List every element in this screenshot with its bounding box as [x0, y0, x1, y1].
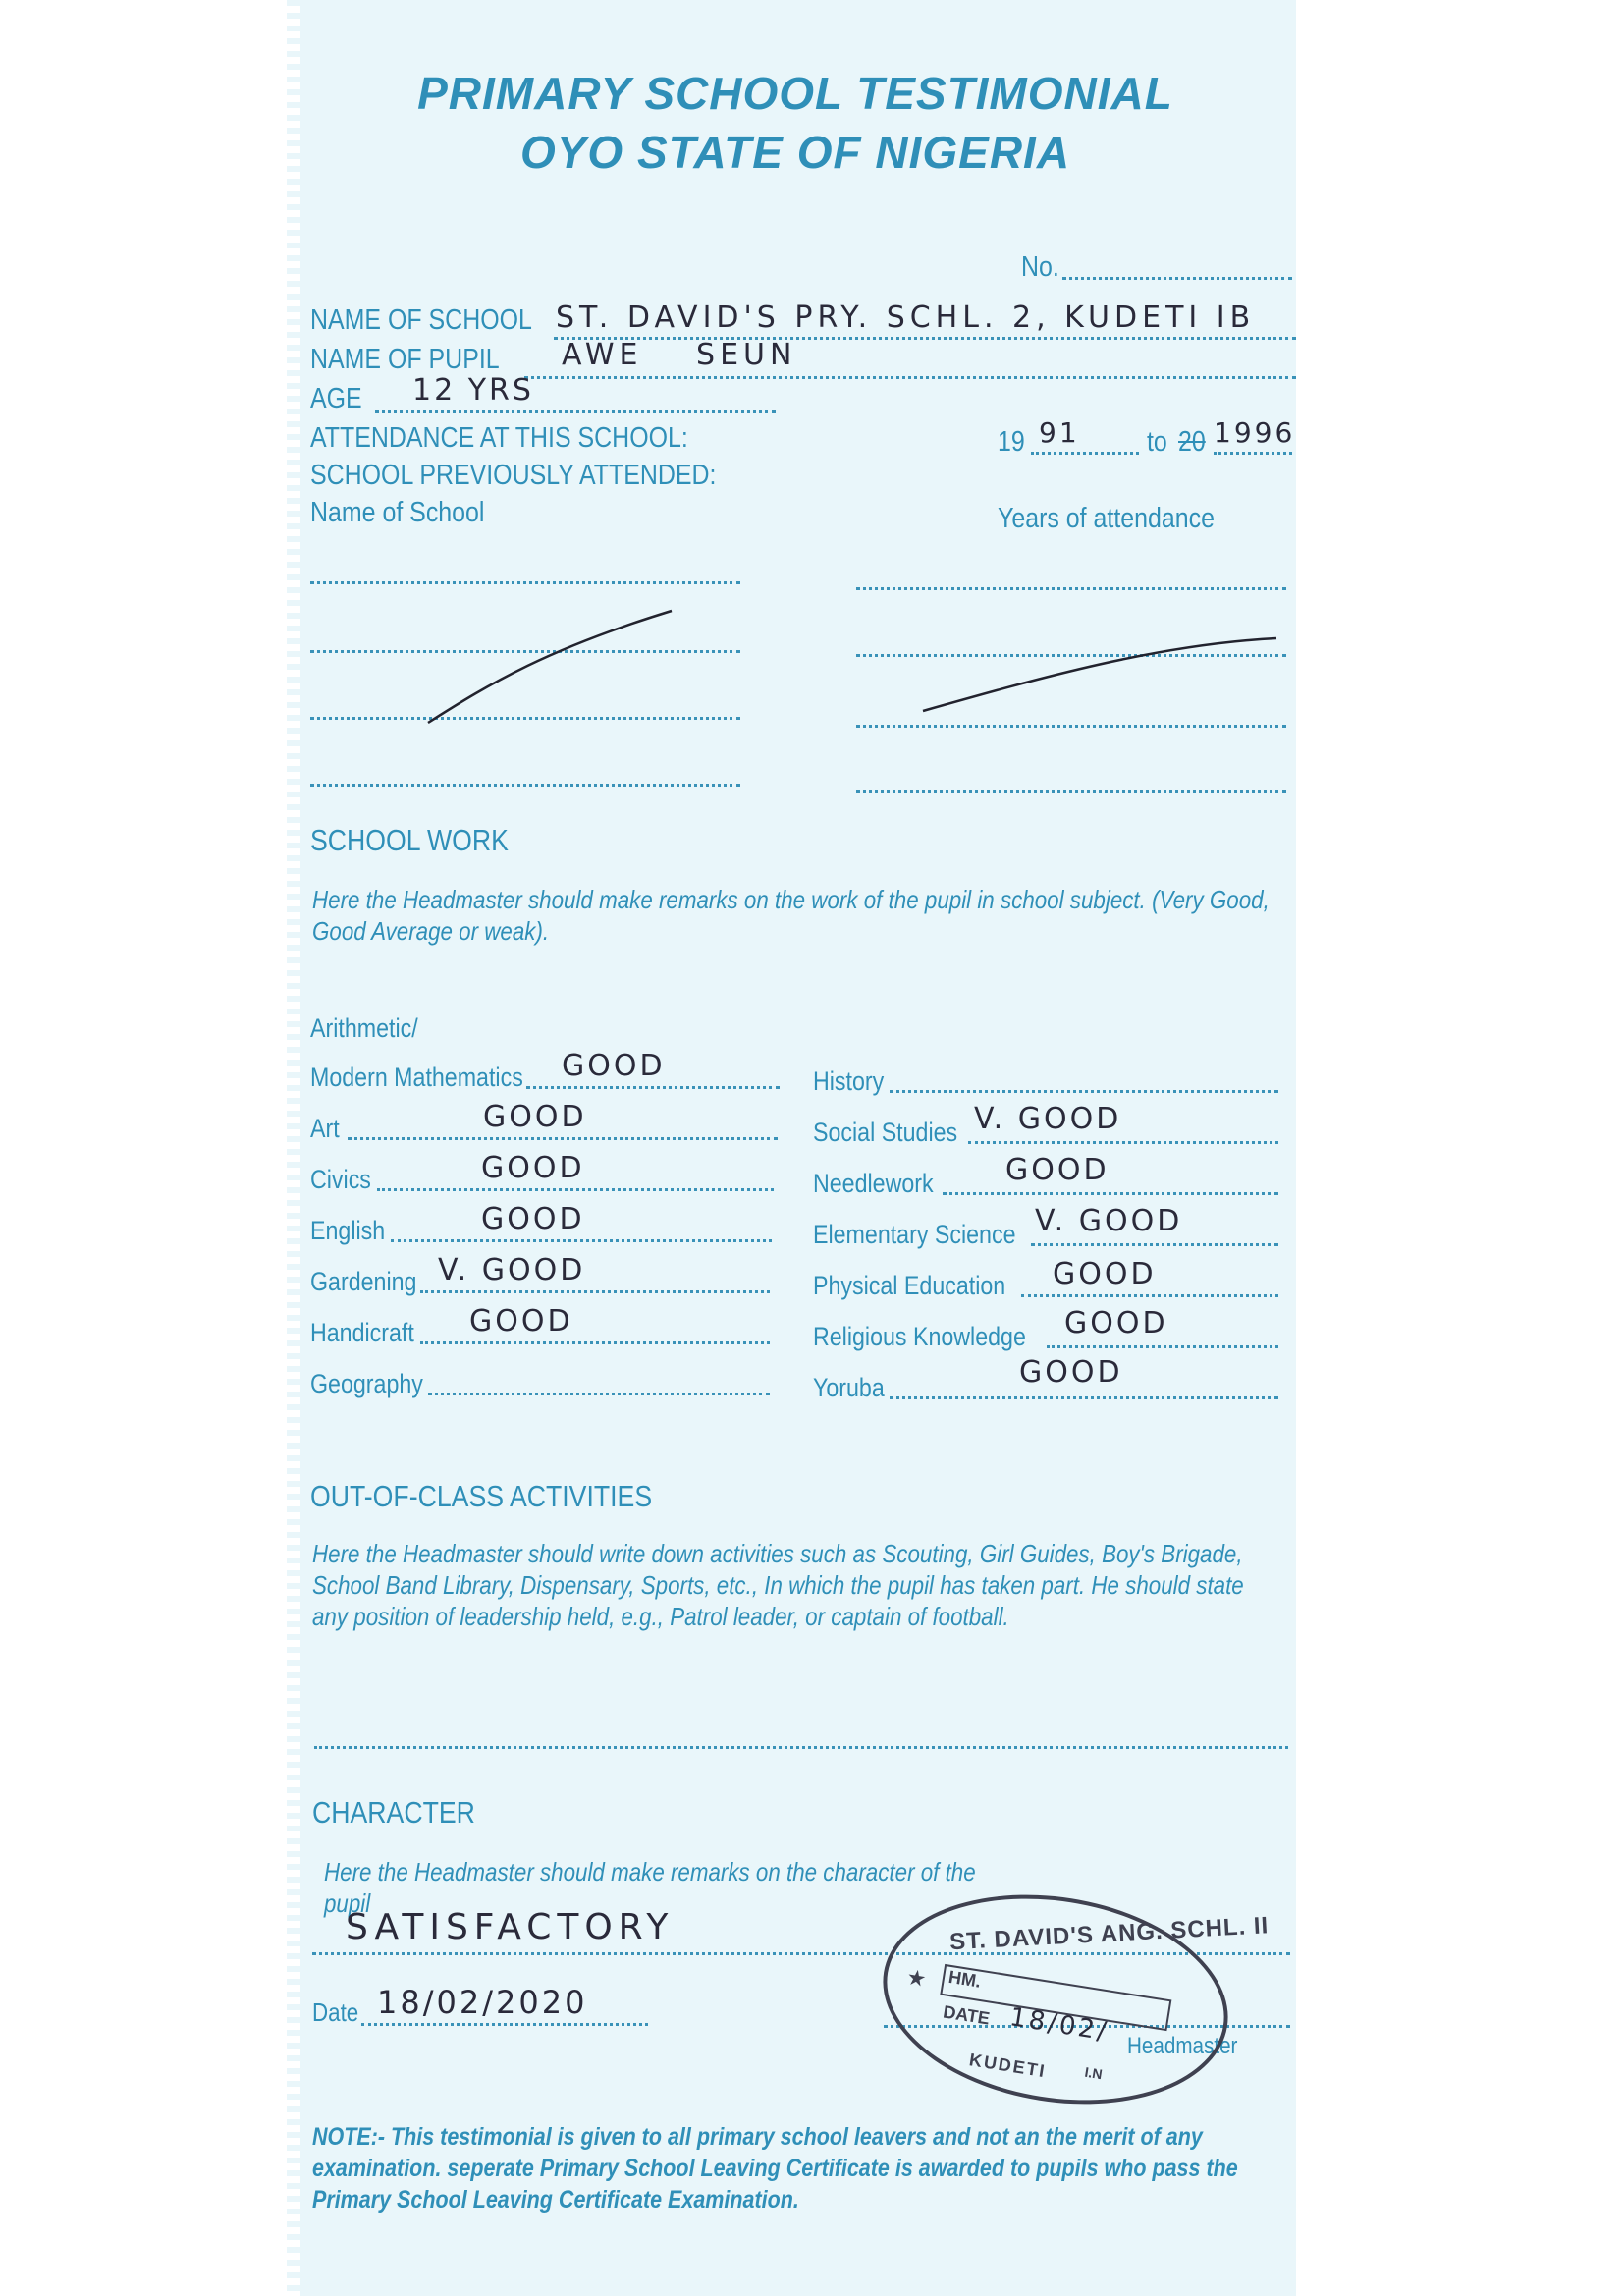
prev-name-line-4[interactable]	[310, 784, 740, 787]
subject-religious-knowledge: Religious Knowledge	[813, 1322, 1026, 1351]
subject-handicraft: Handicraft	[310, 1318, 414, 1347]
subject-geography: Geography	[310, 1369, 423, 1398]
character-heading: CHARACTER	[312, 1795, 475, 1830]
title-line-2: OYO STATE OF NIGERIA	[519, 127, 1071, 178]
school-work-instruction: Here the Headmaster should make remarks on the work of the pupil in school subject. (Very Good, Good Average or weak).	[312, 885, 1270, 946]
grade-field-needlework[interactable]	[943, 1192, 1278, 1195]
prev-years-line-4[interactable]	[856, 790, 1286, 793]
date-value: 18/02/2020	[377, 1984, 588, 2021]
pupil-name-label: NAME OF PUPIL	[310, 344, 500, 375]
age-label: AGE	[310, 383, 362, 414]
subject-modern-mathematics: Modern Mathematics	[310, 1063, 523, 1092]
grade-art: GOOD	[483, 1100, 587, 1134]
prev-name-line-1[interactable]	[310, 581, 740, 584]
grade-needlework: GOOD	[1005, 1153, 1110, 1187]
arithmetic-prefix: Arithmetic/	[310, 1013, 418, 1043]
subject-yoruba: Yoruba	[813, 1373, 885, 1402]
stamp-star-icon: ★	[904, 1964, 929, 1992]
no-field[interactable]	[1062, 277, 1292, 280]
grade-field-art[interactable]	[348, 1137, 778, 1140]
footer-note: NOTE:- This testimonial is given to all primary school leavers and not an the merit of any examination. seperate Primary School Leaving Certificate is awarded to pupils who pass the Primary School Leaving Certificate Examination.	[312, 2123, 1238, 2214]
torn-edge	[287, 0, 300, 2296]
grade-handicraft: GOOD	[469, 1304, 573, 1339]
attendance-to-label: to	[1147, 426, 1167, 458]
age-value: 12 YRS	[412, 373, 534, 408]
grade-yoruba: GOOD	[1019, 1355, 1123, 1390]
pupil-name-value: AWE SEUN	[562, 338, 797, 372]
subject-social-studies: Social Studies	[813, 1118, 958, 1147]
date-label: Date	[312, 1997, 359, 2027]
grade-civics: GOOD	[481, 1151, 585, 1185]
grade-gardening: V. GOOD	[438, 1253, 586, 1287]
previous-school-label: SCHOOL PREVIOUSLY ATTENDED:	[310, 460, 717, 491]
attendance-to-field[interactable]	[1214, 452, 1292, 455]
subject-english: English	[310, 1216, 386, 1245]
no-label: No.	[1021, 251, 1059, 283]
subject-civics: Civics	[310, 1165, 371, 1194]
grade-physical-education: GOOD	[1053, 1257, 1157, 1291]
date-field[interactable]	[361, 2023, 648, 2026]
attendance-from-prefix: 19	[998, 426, 1025, 458]
headmaster-label: Headmaster	[1127, 2033, 1238, 2059]
activities-heading: OUT-OF-CLASS ACTIVITIES	[310, 1479, 653, 1513]
attendance-to-struck-prefix: 20	[1178, 426, 1206, 458]
age-field[interactable]	[375, 410, 776, 413]
cancel-strokes	[295, 589, 1296, 746]
attendance-to-value: 1996	[1214, 416, 1296, 449]
grade-field-modern-mathematics[interactable]	[526, 1086, 780, 1089]
grade-elementary-science: V. GOOD	[1035, 1204, 1183, 1238]
school-work-heading: SCHOOL WORK	[310, 823, 509, 857]
subject-gardening: Gardening	[310, 1267, 417, 1296]
grade-religious-knowledge: GOOD	[1064, 1306, 1168, 1340]
subject-history: History	[813, 1066, 885, 1096]
stamp-date-label: DATE	[942, 2001, 992, 2029]
stamp-bottom-right: I.N	[1083, 2063, 1104, 2083]
subject-elementary-science: Elementary Science	[813, 1220, 1016, 1249]
grade-field-english[interactable]	[391, 1239, 772, 1242]
subject-physical-education: Physical Education	[813, 1271, 1006, 1300]
grade-field-gardening[interactable]	[420, 1290, 770, 1293]
attendance-from-field[interactable]	[1031, 452, 1139, 455]
school-name-label: NAME OF SCHOOL	[310, 304, 532, 336]
grade-field-yoruba[interactable]	[890, 1396, 1278, 1399]
subject-needlework: Needlework	[813, 1169, 934, 1198]
attendance-label: ATTENDANCE AT THIS SCHOOL:	[310, 422, 688, 454]
activities-field[interactable]	[314, 1746, 1288, 1749]
subject-art: Art	[310, 1114, 340, 1143]
activities-instruction: Here the Headmaster should write down activities such as Scouting, Girl Guides, Boy's Brigade, School Band Library, Dispensary, Sports, etc., In which the pupil has taken part. He should state any position of leadership held, e.g., Patrol leader, or captain of football.	[312, 1539, 1244, 1631]
grade-field-physical-education[interactable]	[1021, 1294, 1278, 1297]
stamp-date-value: 18/02/	[1007, 2002, 1111, 2048]
grade-field-religious-knowledge[interactable]	[1047, 1345, 1278, 1348]
stamp-hm-label: HM.	[947, 1966, 983, 1992]
prev-name-column: Name of School	[310, 497, 485, 528]
grade-field-civics[interactable]	[377, 1188, 774, 1191]
school-name-value: ST. DAVID'S PRY. SCHL. 2, KUDETI IB	[556, 301, 1256, 335]
grade-english: GOOD	[481, 1202, 585, 1236]
character-remark: SATISFACTORY	[346, 1907, 675, 1947]
pupil-name-field[interactable]	[524, 376, 1296, 379]
grade-modern-mathematics: GOOD	[562, 1049, 666, 1083]
stamp-bottom-text: KUDETI	[967, 2050, 1048, 2082]
grade-field-handicraft[interactable]	[420, 1341, 770, 1344]
grade-field-elementary-science[interactable]	[1031, 1243, 1278, 1246]
prev-years-column: Years of attendance	[998, 503, 1215, 534]
title-line-1: PRIMARY SCHOOL TESTIMONIAL	[417, 68, 1173, 119]
grade-field-geography[interactable]	[428, 1393, 770, 1395]
grade-social-studies: V. GOOD	[974, 1102, 1122, 1136]
grade-field-history[interactable]	[890, 1090, 1278, 1093]
attendance-from-value: 91	[1039, 416, 1080, 449]
character-instruction: Here the Headmaster should make remarks on the character of the pupil	[324, 1857, 976, 1918]
grade-field-social-studies[interactable]	[968, 1141, 1278, 1144]
stamp-top-text: ST. DAVID'S ANG. SCHL. II	[948, 1912, 1270, 1956]
